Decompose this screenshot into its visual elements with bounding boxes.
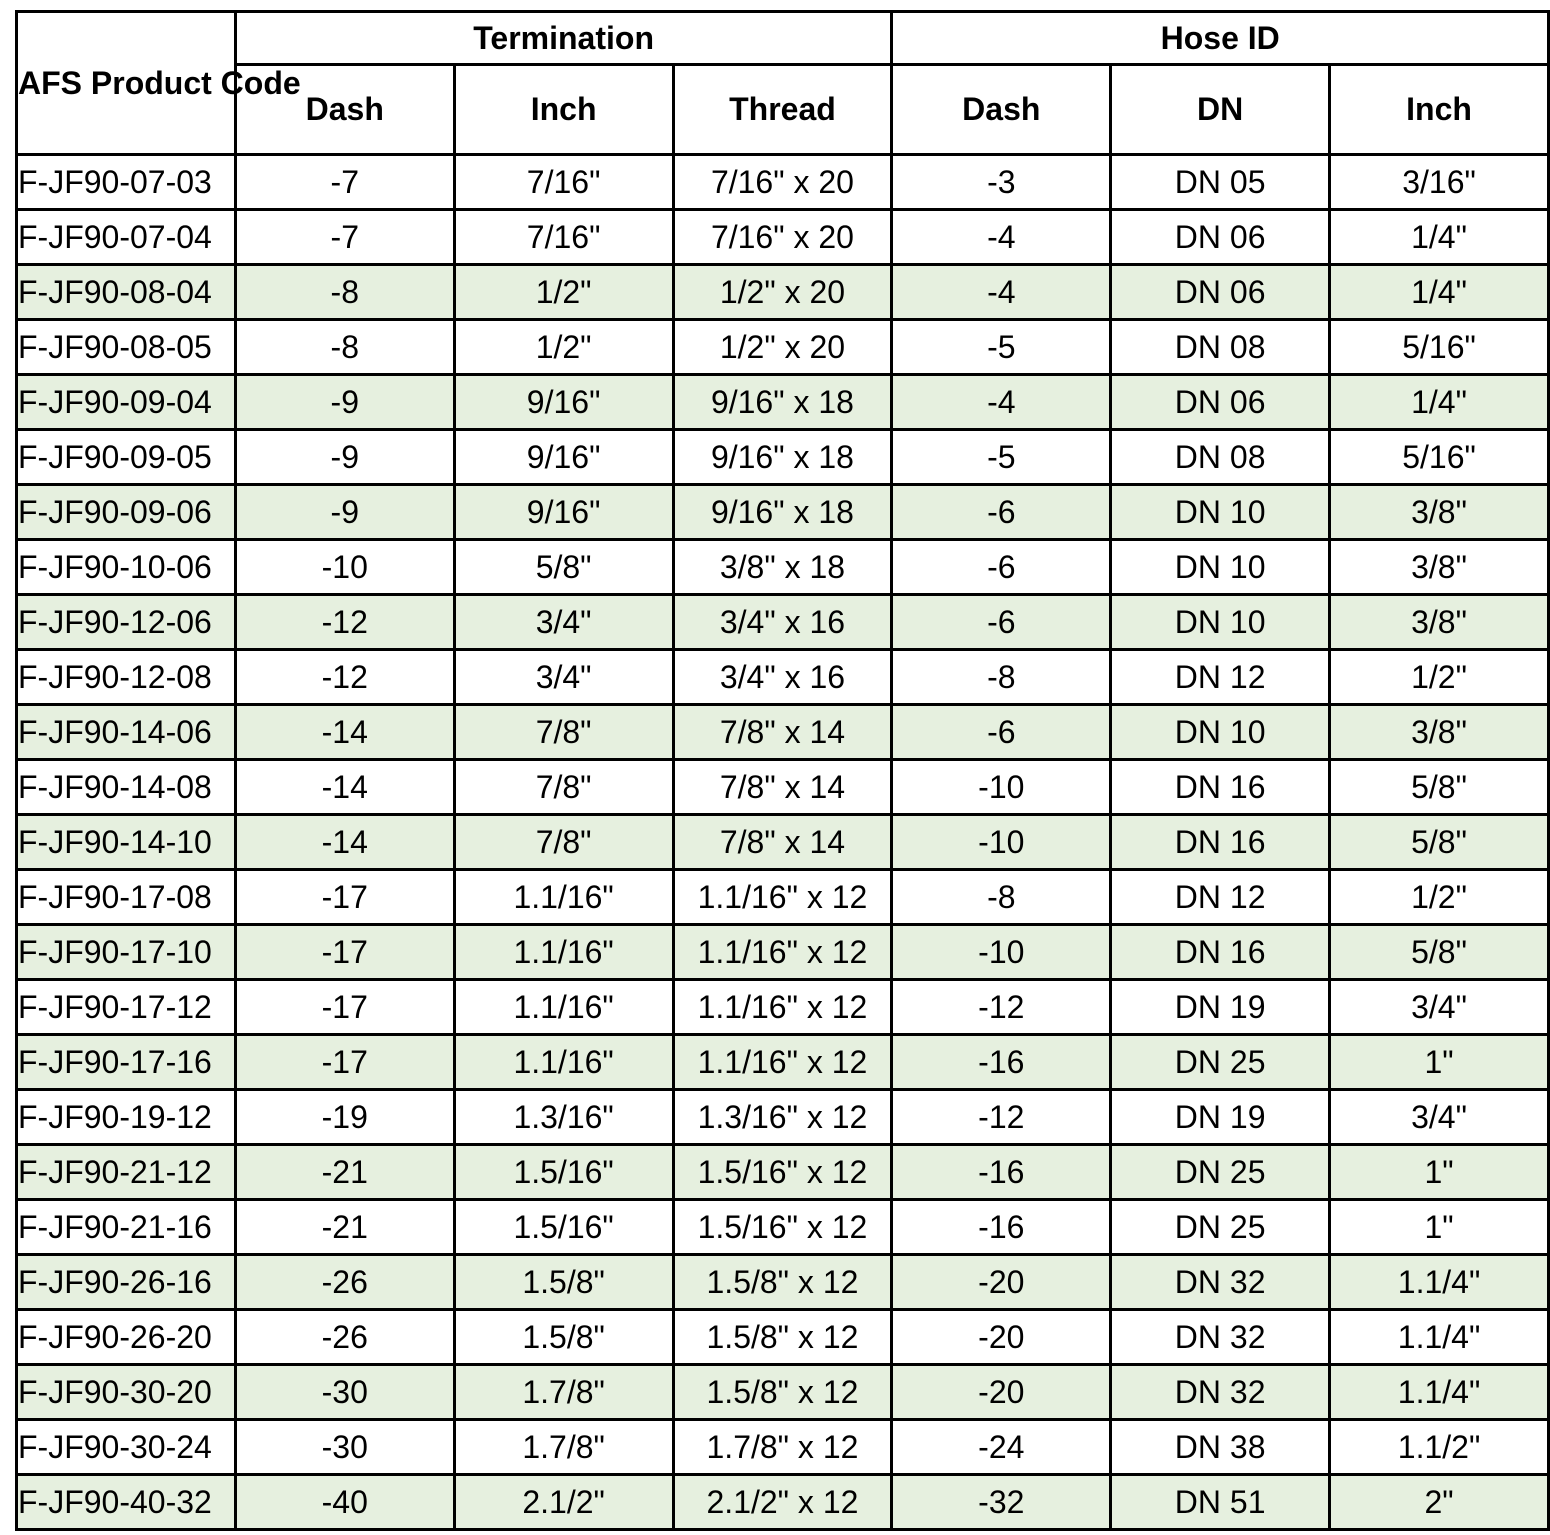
header-hose-id: Hose ID [892,12,1549,65]
cell-termination-dash: -17 [235,980,454,1035]
cell-termination-inch: 1.3/16" [454,1090,673,1145]
cell-hose-inch: 2" [1330,1475,1549,1530]
cell-termination-dash: -17 [235,870,454,925]
cell-termination-inch: 1.5/16" [454,1200,673,1255]
cell-hose-dash: -6 [892,485,1111,540]
cell-termination-dash: -17 [235,925,454,980]
cell-termination-dash: -9 [235,375,454,430]
table-row [17,760,1549,815]
cell-hose-dn: DN 16 [1111,760,1330,815]
cell-hose-dash: -4 [892,265,1111,320]
cell-hose-dn: DN 10 [1111,595,1330,650]
cell-hose-dash: -16 [892,1035,1111,1090]
cell-termination-thread: 7/16" x 20 [673,155,892,210]
cell-hose-dash: -3 [892,155,1111,210]
header-hose-dash: Dash [892,65,1111,155]
cell-hose-dn: DN 32 [1111,1365,1330,1420]
cell-termination-dash: -30 [235,1365,454,1420]
table-row [17,1365,1549,1420]
cell-hose-inch: 5/8" [1330,925,1549,980]
table-row [17,1200,1549,1255]
cell-termination-thread: 3/4" x 16 [673,650,892,705]
cell-termination-dash: -7 [235,155,454,210]
header-group-row [17,12,1549,65]
cell-termination-thread: 1.5/8" x 12 [673,1310,892,1365]
cell-termination-dash: -14 [235,705,454,760]
table-row [17,320,1549,375]
cell-product-code: F-JF90-26-16 [17,1255,236,1310]
cell-termination-dash: -14 [235,815,454,870]
cell-product-code: F-JF90-17-10 [17,925,236,980]
cell-hose-dash: -5 [892,320,1111,375]
cell-product-code: F-JF90-12-06 [17,595,236,650]
cell-termination-inch: 1.1/16" [454,980,673,1035]
table-row [17,485,1549,540]
cell-termination-inch: 1.5/8" [454,1310,673,1365]
cell-termination-inch: 2.1/2" [454,1475,673,1530]
cell-hose-inch: 3/8" [1330,595,1549,650]
cell-termination-inch: 1.5/8" [454,1255,673,1310]
cell-hose-dn: DN 16 [1111,925,1330,980]
table-row [17,1310,1549,1365]
cell-hose-dn: DN 06 [1111,210,1330,265]
cell-termination-dash: -30 [235,1420,454,1475]
cell-termination-inch: 1/2" [454,320,673,375]
cell-termination-thread: 1.5/16" x 12 [673,1200,892,1255]
cell-product-code: F-JF90-21-16 [17,1200,236,1255]
cell-product-code: F-JF90-40-32 [17,1475,236,1530]
cell-hose-dash: -10 [892,925,1111,980]
cell-hose-dn: DN 12 [1111,650,1330,705]
cell-termination-inch: 7/16" [454,210,673,265]
cell-termination-thread: 3/8" x 18 [673,540,892,595]
cell-hose-inch: 1" [1330,1145,1549,1200]
cell-hose-inch: 1/4" [1330,210,1549,265]
table-row [17,1090,1549,1145]
header-termination-inch: Inch [454,65,673,155]
cell-hose-dn: DN 06 [1111,265,1330,320]
cell-termination-dash: -26 [235,1310,454,1365]
cell-hose-inch: 1/2" [1330,650,1549,705]
table-row [17,1475,1549,1530]
cell-termination-thread: 7/8" x 14 [673,760,892,815]
cell-termination-inch: 7/8" [454,815,673,870]
cell-hose-dash: -8 [892,870,1111,925]
cell-termination-dash: -8 [235,265,454,320]
cell-hose-dn: DN 25 [1111,1145,1330,1200]
header-hose-dn: DN [1111,65,1330,155]
table-body [17,155,1549,1530]
cell-termination-thread: 2.1/2" x 12 [673,1475,892,1530]
cell-hose-dn: DN 06 [1111,375,1330,430]
cell-hose-dn: DN 19 [1111,1090,1330,1145]
cell-hose-dn: DN 38 [1111,1420,1330,1475]
cell-hose-inch: 1.1/2" [1330,1420,1549,1475]
cell-hose-inch: 3/8" [1330,705,1549,760]
table-row [17,540,1549,595]
table-row [17,815,1549,870]
header-hose-inch: Inch [1330,65,1549,155]
table-row [17,870,1549,925]
cell-termination-dash: -7 [235,210,454,265]
cell-hose-dash: -12 [892,980,1111,1035]
cell-termination-dash: -9 [235,485,454,540]
table-row [17,430,1549,485]
cell-hose-inch: 3/8" [1330,485,1549,540]
cell-hose-dash: -32 [892,1475,1111,1530]
cell-termination-inch: 3/4" [454,650,673,705]
cell-termination-dash: -21 [235,1200,454,1255]
cell-product-code: F-JF90-08-04 [17,265,236,320]
table-row [17,210,1549,265]
cell-hose-inch: 3/4" [1330,1090,1549,1145]
cell-product-code: F-JF90-12-08 [17,650,236,705]
cell-product-code: F-JF90-14-06 [17,705,236,760]
cell-hose-inch: 3/4" [1330,980,1549,1035]
cell-product-code: F-JF90-30-24 [17,1420,236,1475]
cell-hose-dash: -6 [892,595,1111,650]
cell-hose-dash: -8 [892,650,1111,705]
header-termination: Termination [235,12,892,65]
cell-hose-inch: 1/4" [1330,265,1549,320]
cell-product-code: F-JF90-14-10 [17,815,236,870]
cell-termination-thread: 1.5/8" x 12 [673,1255,892,1310]
cell-product-code: F-JF90-09-06 [17,485,236,540]
cell-termination-dash: -9 [235,430,454,485]
cell-hose-dash: -16 [892,1145,1111,1200]
cell-product-code: F-JF90-30-20 [17,1365,236,1420]
cell-termination-thread: 1.1/16" x 12 [673,1035,892,1090]
cell-product-code: F-JF90-08-05 [17,320,236,375]
cell-hose-inch: 1/4" [1330,375,1549,430]
cell-product-code: F-JF90-07-03 [17,155,236,210]
cell-hose-inch: 3/8" [1330,540,1549,595]
table-row [17,1255,1549,1310]
cell-hose-dash: -4 [892,375,1111,430]
cell-hose-dn: DN 25 [1111,1200,1330,1255]
cell-hose-dash: -6 [892,540,1111,595]
cell-hose-dn: DN 25 [1111,1035,1330,1090]
cell-product-code: F-JF90-19-12 [17,1090,236,1145]
table-row [17,375,1549,430]
cell-hose-dn: DN 05 [1111,155,1330,210]
table-row [17,1145,1549,1200]
cell-termination-dash: -12 [235,650,454,705]
cell-product-code: F-JF90-21-12 [17,1145,236,1200]
cell-termination-inch: 9/16" [454,375,673,430]
product-spec-table [15,10,1550,1531]
cell-hose-inch: 1" [1330,1200,1549,1255]
cell-product-code: F-JF90-09-05 [17,430,236,485]
cell-hose-inch: 5/8" [1330,760,1549,815]
cell-hose-dn: DN 10 [1111,485,1330,540]
header-termination-dash: Dash [235,65,454,155]
cell-hose-dn: DN 10 [1111,540,1330,595]
cell-hose-inch: 1/2" [1330,870,1549,925]
cell-hose-inch: 3/16" [1330,155,1549,210]
cell-termination-inch: 5/8" [454,540,673,595]
cell-termination-inch: 7/8" [454,760,673,815]
cell-termination-thread: 1/2" x 20 [673,265,892,320]
cell-termination-dash: -17 [235,1035,454,1090]
cell-termination-dash: -26 [235,1255,454,1310]
cell-product-code: F-JF90-14-08 [17,760,236,815]
cell-termination-thread: 1.3/16" x 12 [673,1090,892,1145]
table-row [17,1035,1549,1090]
cell-hose-inch: 1.1/4" [1330,1365,1549,1420]
cell-hose-dash: -16 [892,1200,1111,1255]
cell-hose-dash: -5 [892,430,1111,485]
cell-hose-dash: -20 [892,1310,1111,1365]
cell-hose-dash: -20 [892,1365,1111,1420]
cell-termination-thread: 1.7/8" x 12 [673,1420,892,1475]
cell-termination-dash: -21 [235,1145,454,1200]
cell-termination-inch: 9/16" [454,485,673,540]
cell-termination-thread: 1/2" x 20 [673,320,892,375]
cell-termination-dash: -8 [235,320,454,375]
cell-termination-thread: 7/8" x 14 [673,705,892,760]
cell-hose-dn: DN 32 [1111,1255,1330,1310]
cell-hose-dash: -12 [892,1090,1111,1145]
cell-hose-dn: DN 08 [1111,430,1330,485]
cell-hose-dn: DN 12 [1111,870,1330,925]
cell-termination-inch: 1.1/16" [454,925,673,980]
cell-product-code: F-JF90-09-04 [17,375,236,430]
cell-termination-thread: 3/4" x 16 [673,595,892,650]
cell-product-code: F-JF90-07-04 [17,210,236,265]
header-termination-thread: Thread [673,65,892,155]
cell-termination-dash: -14 [235,760,454,815]
cell-hose-inch: 1.1/4" [1330,1255,1549,1310]
cell-termination-inch: 1.5/16" [454,1145,673,1200]
cell-termination-inch: 9/16" [454,430,673,485]
cell-product-code: F-JF90-17-12 [17,980,236,1035]
cell-hose-inch: 1.1/4" [1330,1310,1549,1365]
cell-hose-inch: 1" [1330,1035,1549,1090]
cell-hose-dash: -10 [892,815,1111,870]
table-row [17,265,1549,320]
cell-termination-inch: 7/8" [454,705,673,760]
cell-product-code: F-JF90-17-08 [17,870,236,925]
cell-termination-thread: 1.5/8" x 12 [673,1365,892,1420]
cell-hose-dn: DN 10 [1111,705,1330,760]
cell-termination-inch: 1.1/16" [454,870,673,925]
cell-hose-dn: DN 51 [1111,1475,1330,1530]
cell-termination-thread: 9/16" x 18 [673,485,892,540]
cell-termination-inch: 3/4" [454,595,673,650]
cell-termination-thread: 7/8" x 14 [673,815,892,870]
cell-product-code: F-JF90-17-16 [17,1035,236,1090]
cell-termination-dash: -12 [235,595,454,650]
cell-hose-dash: -10 [892,760,1111,815]
cell-termination-inch: 1.7/8" [454,1365,673,1420]
cell-hose-inch: 5/16" [1330,430,1549,485]
cell-termination-inch: 7/16" [454,155,673,210]
header-product-code: AFS Product Code [17,12,236,155]
cell-hose-dash: -4 [892,210,1111,265]
cell-hose-dn: DN 08 [1111,320,1330,375]
cell-hose-dn: DN 32 [1111,1310,1330,1365]
table-row [17,925,1549,980]
cell-termination-thread: 1.1/16" x 12 [673,980,892,1035]
cell-termination-thread: 1.1/16" x 12 [673,925,892,980]
table-row [17,1420,1549,1475]
cell-hose-dn: DN 16 [1111,815,1330,870]
cell-termination-thread: 7/16" x 20 [673,210,892,265]
cell-product-code: F-JF90-26-20 [17,1310,236,1365]
table-row [17,650,1549,705]
cell-hose-dash: -20 [892,1255,1111,1310]
cell-hose-dash: -6 [892,705,1111,760]
cell-termination-dash: -10 [235,540,454,595]
cell-termination-inch: 1.7/8" [454,1420,673,1475]
cell-termination-dash: -19 [235,1090,454,1145]
cell-termination-dash: -40 [235,1475,454,1530]
cell-termination-thread: 9/16" x 18 [673,375,892,430]
cell-termination-inch: 1/2" [454,265,673,320]
cell-hose-inch: 5/8" [1330,815,1549,870]
table-row [17,595,1549,650]
cell-termination-thread: 1.5/16" x 12 [673,1145,892,1200]
table-row [17,155,1549,210]
cell-termination-thread: 9/16" x 18 [673,430,892,485]
cell-hose-inch: 5/16" [1330,320,1549,375]
cell-hose-dash: -24 [892,1420,1111,1475]
cell-hose-dn: DN 19 [1111,980,1330,1035]
cell-termination-inch: 1.1/16" [454,1035,673,1090]
cell-termination-thread: 1.1/16" x 12 [673,870,892,925]
cell-product-code: F-JF90-10-06 [17,540,236,595]
table-row [17,980,1549,1035]
table-row [17,705,1549,760]
